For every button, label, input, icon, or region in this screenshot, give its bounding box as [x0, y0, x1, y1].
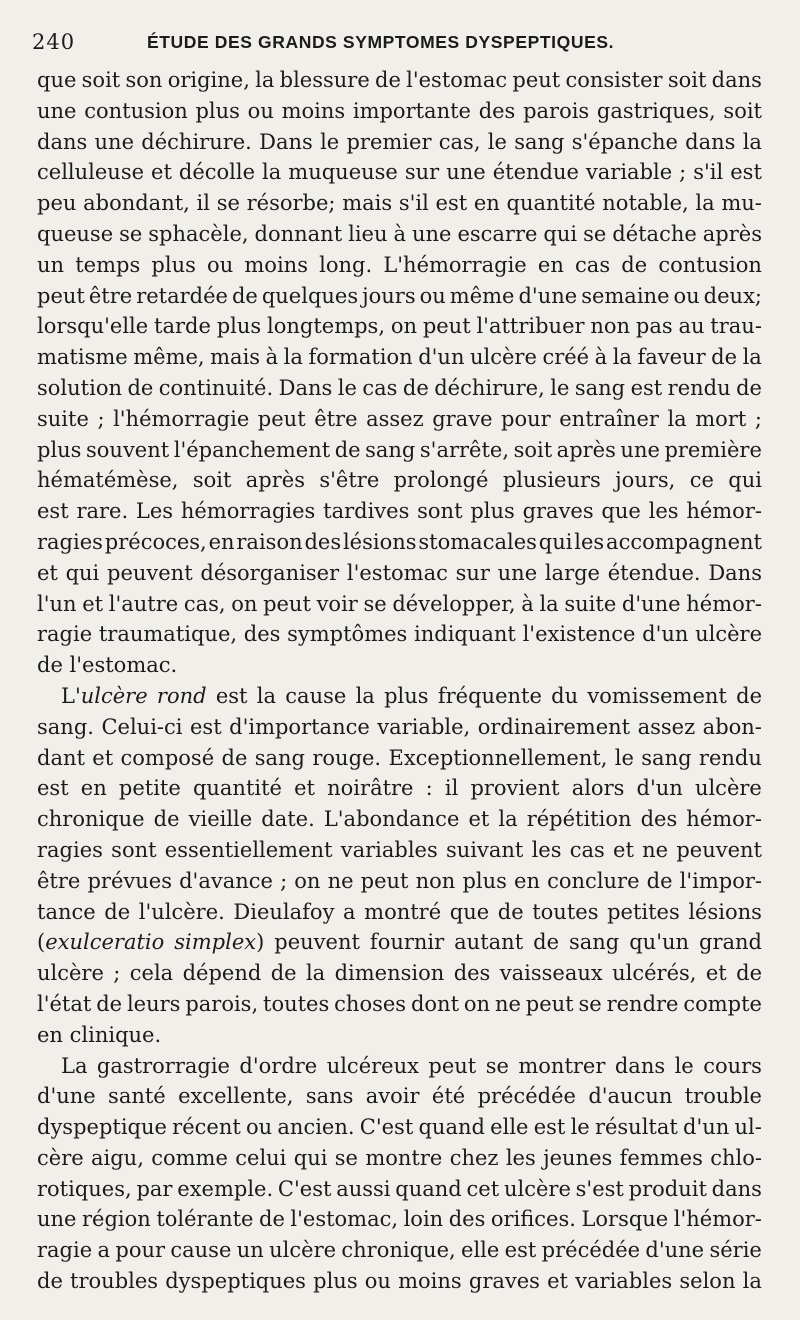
paragraph-3 — [37, 1051, 762, 1297]
italic-term: exulceratio simplex — [45, 930, 257, 955]
text-line: ragies sont essentiellement variables suivant les cas et ne peuvent — [37, 837, 762, 862]
text-fragment: ( — [37, 930, 46, 955]
text-line: ragie a pour cause un ulcère chronique, elle est précédée d'une série — [37, 1238, 762, 1263]
text-line: ragie traumatique, des symptômes indiquant l'existence d'un ulcère — [37, 622, 762, 647]
text-line: ulcère ; cela dépend de la dimension des vaisseaux ulcérés, et de — [37, 961, 762, 986]
text-line: queuse se sphacèle, donnant lieu à une escarre qui se détache après — [37, 221, 762, 246]
text-line: dant et composé de sang rouge. Exceptionnellement, le sang rendu — [37, 745, 762, 770]
page-header — [32, 30, 762, 58]
text-line: La gastrorragie d'ordre ulcéreux peut se montrer dans le cours — [61, 1053, 762, 1078]
text-fragment: ) peuvent fournir autant de sang qu'un grand — [256, 930, 762, 955]
text-line: une région tolérante de l'estomac, loin des orifices. Lorsque l'hémor- — [37, 1207, 762, 1232]
text-line: tance de l'ulcère. Dieulafoy a montré que de toutes petites lésions — [37, 899, 762, 924]
text-line: est en petite quantité et noirâtre : il provient alors d'un ulcère — [37, 776, 762, 801]
text-line: peut être retardée de quelques jours ou même d'une semaine ou deux; — [37, 283, 762, 308]
text-line: être prévues d'avance ; on ne peut non plus en conclure de l'impor- — [37, 868, 762, 893]
text-line: en clinique. — [37, 1022, 162, 1047]
text-line: matisme même, mais à la formation d'un ulcère créé à la faveur de la — [37, 345, 762, 370]
paragraph-2 — [37, 681, 762, 1051]
text-line: lorsqu'elle tarde plus longtemps, on peut l'attribuer non pas au trau- — [37, 314, 762, 339]
page-number: 240 — [32, 30, 76, 54]
text-fragment: est la cause la plus fréquente du vomissement de — [206, 683, 762, 708]
text-line: l'état de leurs parois, toutes choses dont on ne peut se rendre compte — [37, 991, 762, 1016]
text-line — [37, 927, 762, 958]
text-line: rotiques, par exemple. C'est aussi quand cet ulcère s'est produit dans — [37, 1176, 762, 1201]
text-line: chronique de vieille date. L'abondance et la répétition des hémor- — [37, 807, 762, 832]
text-line: l'un et l'autre cas, on peut voir se développer, à la suite d'une hémor- — [37, 591, 762, 616]
text-line: hématémèse, soit après s'être prolongé plusieurs jours, ce qui — [37, 468, 762, 493]
text-line: dyspeptique récent ou ancien. C'est quand elle est le résultat d'un ul- — [37, 1115, 762, 1140]
text-line: de troubles dyspeptiques plus ou moins graves et variables selon la — [37, 1269, 762, 1294]
running-head: ÉTUDE DES GRANDS SYMPTOMES DYSPEPTIQUES. — [147, 32, 615, 52]
text-line: dans une déchirure. Dans le premier cas, le sang s'épanche dans la — [37, 129, 762, 154]
text-line: et qui peuvent désorganiser l'estomac sur une large étendue. Dans — [37, 560, 762, 585]
text-line: une contusion plus ou moins importante des parois gastriques, soit — [37, 98, 762, 123]
text-line: est rare. Les hémorragies tardives sont plus graves que les hémor- — [37, 499, 762, 524]
text-line: celluleuse et décolle la muqueuse sur une étendue variable ; s'il est — [37, 160, 762, 185]
text-line: peu abondant, il se résorbe; mais s'il est en quantité notable, la mu- — [37, 191, 762, 216]
text-line: cère aigu, comme celui qui se montre chez les jeunes femmes chlo- — [37, 1145, 762, 1170]
italic-term: ulcère rond — [80, 683, 207, 708]
paragraph-1 — [37, 65, 762, 681]
text-line: ragies précoces, en raison des lésions stomacales qui les accompagnent — [37, 529, 762, 554]
text-line: de l'estomac. — [37, 653, 178, 678]
text-line: solution de continuité. Dans le cas de déchirure, le sang est rendu de — [37, 375, 762, 400]
text-line — [37, 681, 762, 712]
text-fragment: L' — [61, 683, 81, 708]
text-line: suite ; l'hémorragie peut être assez grave pour entraîner la mort ; — [37, 406, 762, 431]
text-line: que soit son origine, la blessure de l'estomac peut consister soit dans — [37, 68, 762, 92]
text-line: d'une santé excellente, sans avoir été précédée d'aucun trouble — [37, 1084, 762, 1109]
text-line: un temps plus ou moins long. L'hémorragie en cas de contusion — [37, 252, 762, 277]
text-line: plus souvent l'épanchement de sang s'arrête, soit après une première — [37, 437, 762, 462]
body-text — [37, 65, 762, 1297]
text-line: sang. Celui-ci est d'importance variable, ordinairement assez abon- — [37, 714, 762, 739]
